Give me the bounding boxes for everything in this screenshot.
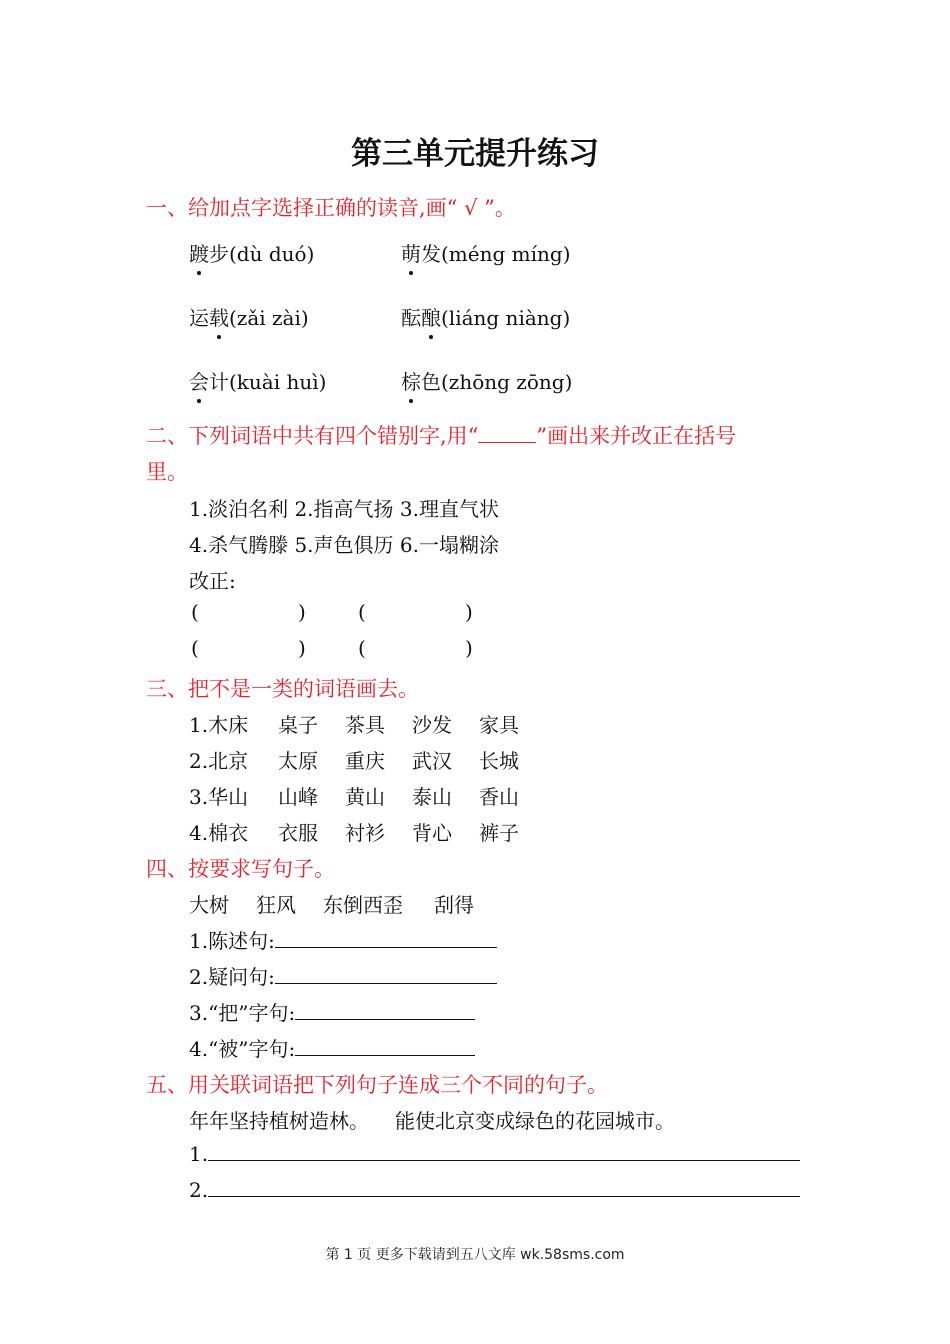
- combine-q1: 1.: [189, 1142, 800, 1166]
- answer-line[interactable]: [208, 1142, 800, 1161]
- page-title: 第三单元提升练习: [351, 136, 599, 172]
- page-footer: 第 1 页 更多下载请到五八文库 wk.58sms.com: [325, 1247, 625, 1263]
- dotted-char: 萌: [401, 238, 421, 267]
- pinyin-item-1: 踱步(dù duó): [189, 238, 314, 267]
- answer-line[interactable]: [208, 1178, 800, 1197]
- correction-paren-open: (: [191, 600, 199, 624]
- section-4-heading: 四、按要求写句子。: [146, 857, 335, 881]
- correction-paren-open: (: [358, 636, 366, 660]
- correction-paren-open: (: [358, 600, 366, 624]
- dotted-char: 酿: [421, 302, 441, 331]
- sentence-q4: 4.“被”字句:: [189, 1033, 475, 1062]
- correction-paren-close: ): [298, 636, 306, 660]
- typo-row-2: 4.杀气腾滕 5.声色俱历 6.一塌糊涂: [189, 533, 499, 557]
- word-group-row: 1.木床 桌子 茶具 沙发 家具: [189, 713, 519, 737]
- word-group-row: 2.北京 太原 重庆 武汉 长城: [189, 749, 519, 773]
- section-1-heading: 一、给加点字选择正确的读音,画“ √ ”。: [146, 196, 516, 220]
- dotted-char: 会: [189, 366, 209, 395]
- section-3-heading: 三、把不是一类的词语画去。: [146, 677, 419, 701]
- typo-row-1: 1.淡泊名利 2.指高气扬 3.理直气状: [189, 497, 499, 521]
- correction-paren-open: (: [191, 636, 199, 660]
- sentence-q3: 3.“把”字句:: [189, 997, 475, 1026]
- word-group-row: 4.棉衣 衣服 衬衫 背心 裤子: [189, 821, 519, 845]
- word-group-row: 3.华山 山峰 黄山 泰山 香山: [189, 785, 519, 809]
- pinyin-item-5: 会计(kuài huì): [189, 366, 326, 395]
- sentence-words: 大树 狂风 东倒西歪 刮得: [189, 893, 474, 917]
- pinyin-item-2: 萌发(méng míng): [401, 238, 571, 267]
- dotted-char: 载: [209, 302, 229, 331]
- correction-paren-close: ): [298, 600, 306, 624]
- answer-line[interactable]: [275, 929, 497, 948]
- section-5-heading: 五、用关联词语把下列句子连成三个不同的句子。: [146, 1073, 608, 1097]
- dotted-char: 棕: [401, 366, 421, 395]
- underline-sample: [478, 424, 536, 443]
- pinyin-item-3: 运载(zǎi zài): [189, 302, 309, 331]
- answer-line[interactable]: [275, 965, 497, 984]
- dotted-char: 踱: [189, 238, 209, 267]
- pinyin-item-4: 酝酿(liáng niàng): [401, 302, 570, 331]
- answer-line[interactable]: [295, 1037, 475, 1056]
- source-sentences: 年年坚持植树造林。 能使北京变成绿色的花园城市。: [189, 1109, 675, 1133]
- section-2-heading-cont: 里。: [146, 460, 188, 484]
- section-2-heading: 二、下列词语中共有四个错别字,用“ ”画出来并改正在括号: [146, 424, 737, 448]
- correction-label: 改正:: [189, 569, 236, 593]
- answer-line[interactable]: [295, 1001, 475, 1020]
- correction-paren-close: ): [465, 600, 473, 624]
- correction-paren-close: ): [465, 636, 473, 660]
- combine-q2: 2.: [189, 1178, 800, 1202]
- pinyin-item-6: 棕色(zhōng zōng): [401, 366, 572, 395]
- sentence-q2: 2.疑问句:: [189, 961, 497, 990]
- sentence-q1: 1.陈述句:: [189, 925, 497, 954]
